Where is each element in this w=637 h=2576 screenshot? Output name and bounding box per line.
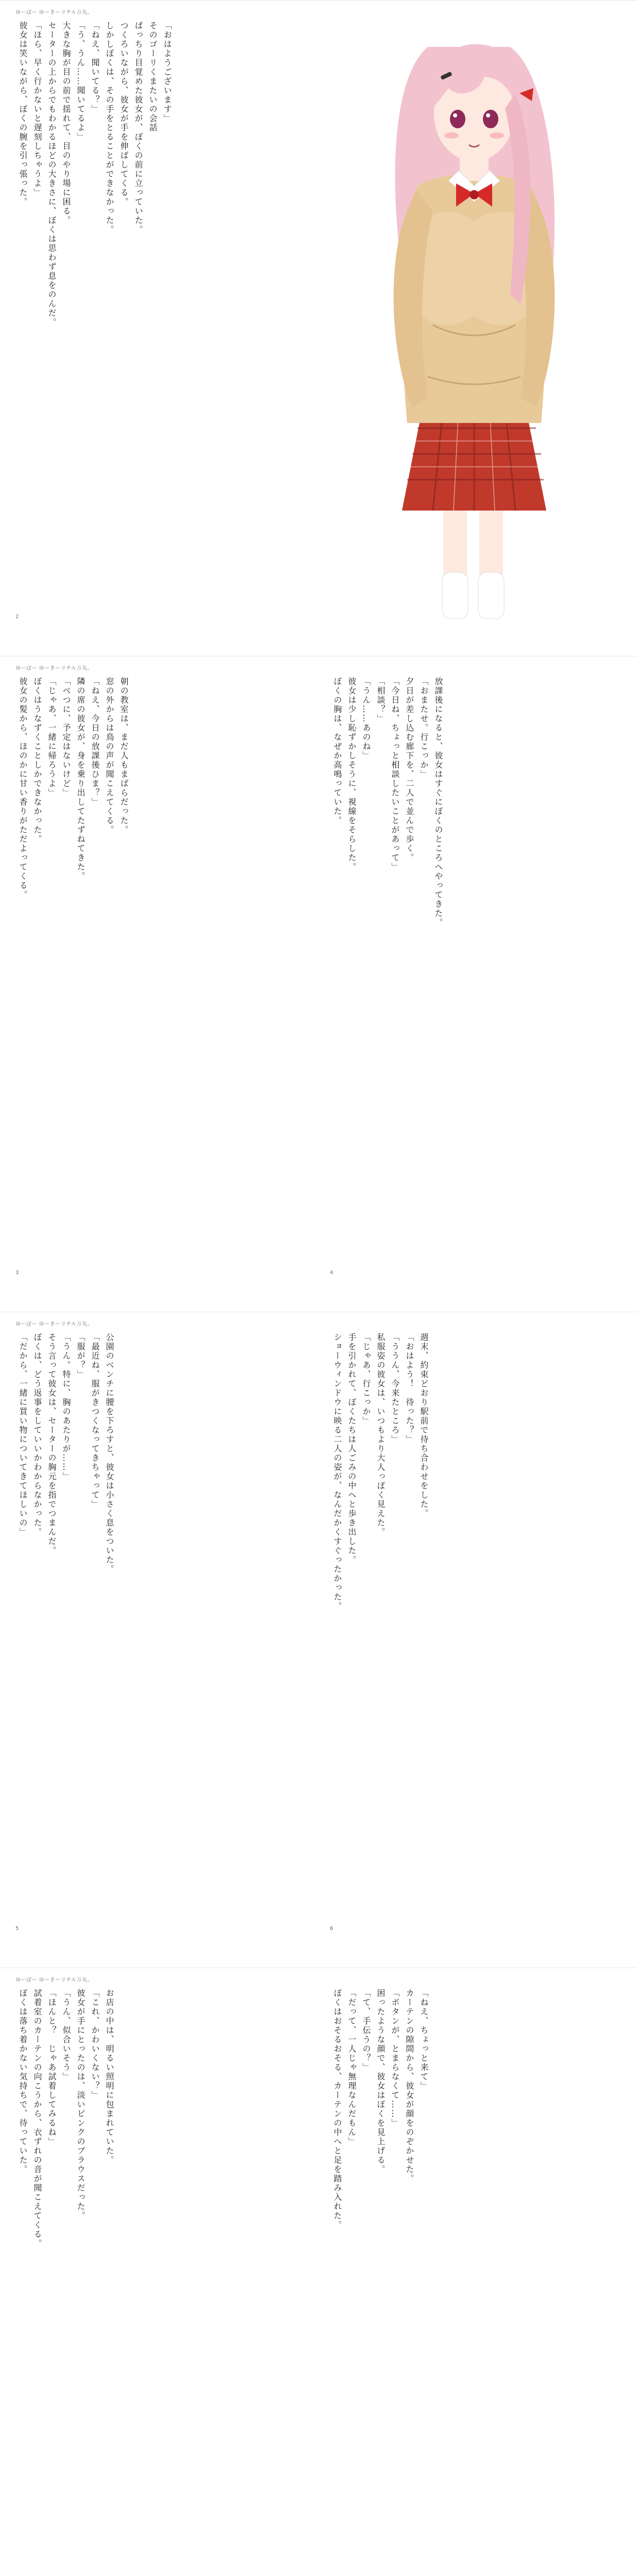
page-left [15, 1989, 304, 2576]
spread-3 [0, 1312, 637, 1968]
page-text: 放課後になると、彼女はすぐにぼくのところへやってきた。 「おまたせ。行こっか」 夕日が差し込む廊下を、二人で並んで歩く。 「今日ね、ちょっと相談したいことがあって」 「相談？」 「うん……あのね」 彼女は少し恥ずかしそうに、視線をそらした。 ぼくの胸は、なぜか高鳴っていた。 [332, 677, 443, 927]
page-text: 「おはようございます」 そのゴーリくまたいの会話 ぱっちり目覚めた彼女が、ぼくの前に立っていた。 つくろいながら、彼女が手を伸ばしてくる。 しかしぼくは、その手をとることができなかった。 「ねえ、聞いてる？」 「う、うん……聞いてるよ」 大きな胸が目の前で揺れて、目のやり場に困る。 セーターの上からでもわかるほどの大きさに、ぼくは思わず息をのんだ。 「ほら、早く行かないと遅刻しちゃうよ」 彼女は笑いながら、ぼくの腕を引っ張った。 [18, 21, 172, 327]
left-eye [450, 110, 465, 128]
page-text: 公園のベンチに腰を下ろすと、彼女は小さく息をついた。 「最近ね、服がきつくなってきちゃって」 「服が？」 「うん。特に、胸のあたりが……」 そう言って彼女は、セーターの胸元を指でつまんだ。 ぼくは、どう返事をしていいかわからなかった。 「だから、一緒に買い物についてきてほしいの」 [18, 1333, 114, 1574]
page-left [15, 1333, 304, 1941]
page-left [15, 21, 304, 629]
page-number: 6 [330, 1926, 333, 1931]
right-eye [483, 110, 498, 128]
page-right [330, 1333, 618, 1941]
blush-right [490, 132, 504, 139]
page-text: お店の中は、明るい照明に包まれていた。 「これ、かわいくない？」 彼女が手にとったのは、淡いピンクのブラウスだった。 「うん、似合いそう」 「ほんと？ じゃあ試着してみるね」 試着室のカーテンの向こうから、衣ずれの音が聞こえてくる。 ぼくは落ち着かない気持ちで、待っていた。 [18, 1989, 114, 2248]
page-text: 週末、約束どおり駅前で待ち合わせをした。 「おはよう！ 待った？」 「ううん、今来たところ」 私服姿の彼女は、いつもより大人っぽく見えた。 「じゃあ、行こっか」 手を引かれて、ぼくたちは人ごみの中へと歩き出した。 ショーウィンドウに映る二人の姿が、なんだかくすぐったかった。 [332, 1333, 429, 1611]
spread-1 [0, 0, 637, 656]
spread-4 [0, 1968, 637, 2576]
page-number: 2 [15, 614, 19, 620]
page-number: 4 [330, 1270, 333, 1276]
page-text: 「ねえ、ちょっと来て」 カーテンの隙間から、彼女が顔をのぞかせた。 「ボタンが、とまらなくて……」 困ったような顔で、彼女はぼくを見上げる。 「て、手伝うの？」 「だって、一人じゃ無理なんだもん」 ぼくはおそるおそる、カーテンの中へと足を踏み入れた。 [332, 1989, 429, 2230]
page-text: 朝の教室は、まだ人もまばらだった。 窓の外からは鳥の声が聞こえてくる。 「ねえ、今日の放課後ひま？」 隣の席の彼女が、身を乗り出してたずねてきた。 「べつに、予定はないけど」 「じゃあ、一緒に帰ろうよ」 ぼくはうなずくことしかできなかった。 彼女の髪から、ほのかに甘い香りがただよってくる。 [18, 677, 129, 900]
page-right [330, 1989, 618, 2576]
left-sock [442, 572, 468, 619]
page-left [15, 677, 304, 1285]
bow-knot [470, 190, 479, 199]
spread-2 [0, 656, 637, 1312]
page-right [330, 677, 618, 1285]
blush-left [444, 132, 459, 139]
page-number: 3 [15, 1270, 19, 1276]
running-head: ゆーぽー ゆーきーリチル万丸。 [15, 666, 93, 671]
page-number: 5 [15, 1926, 19, 1931]
running-head: ゆーぽー ゆーきーリチル万丸。 [15, 1321, 93, 1327]
running-head: ゆーぽー ゆーきーリチル万丸。 [15, 1977, 93, 1983]
running-head: ゆーぽー ゆーきーリチル万丸。 [15, 10, 93, 15]
right-sock [478, 572, 504, 619]
girl-illustration [330, 16, 618, 634]
